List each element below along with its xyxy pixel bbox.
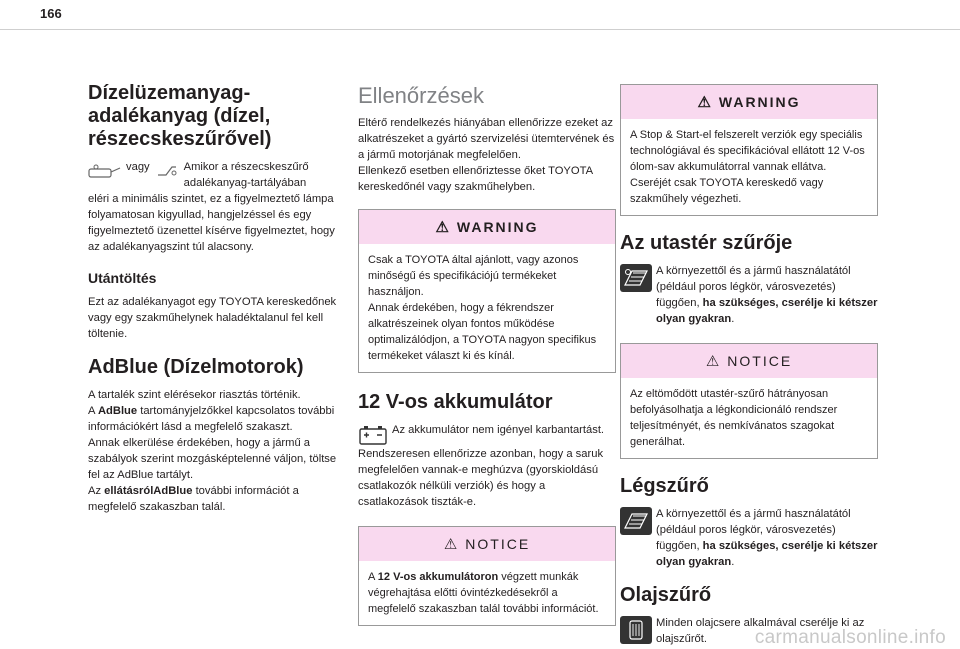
adblue-title: AdBlue (Dízelmotorok) <box>88 356 304 378</box>
cabin-filter-text: A környezettől és a jármű használatától (például poros légkör, városvezetés) függően, ha szükséges, cserélje ki kétszer olyan gyakran. <box>656 265 878 325</box>
header-divider <box>0 29 960 30</box>
battery-title: 12 V-os akkumulátor <box>358 391 553 413</box>
fuel-warning-text-1: Amikor a részecskeszűrő adalékanyag-tartályában <box>183 161 309 189</box>
oil-filter-text: Minden olajcsere alkalmával cserélje ki az olajszűrőt. <box>656 617 865 645</box>
notice-header <box>359 527 615 561</box>
notice-box-2 <box>620 343 878 459</box>
oil-filter-icon <box>620 616 652 644</box>
warning-text-1: Csak a TOYOTA által ajánlott, vagy azonos minőségű és specifikációjú termékeket használjon. <box>368 254 579 298</box>
column-3 <box>620 84 878 647</box>
warning-triangle-icon: ⚠ <box>435 219 449 236</box>
adblue-p3: Annak elkerülése érdekében, hogy a jármű a szabályok szerint mozgásképtelenné váljon, töltse fel az AdBlue tartályt. <box>88 437 337 481</box>
adblue-p1: A tartalék szint elérésekor riasztás történik. <box>88 389 301 401</box>
cabin-filter-row <box>620 263 878 327</box>
fuel-warning-row <box>88 159 346 191</box>
notice-text: A 12 V-os akkumulátoron végzett munkák végrehajtása előtti óvintézkedésekről a megfelelő szakaszban talál további információt. <box>368 571 599 615</box>
warning-2-text-2: Cseréjét csak TOYOTA kereskedő vagy szakműhely végezheti. <box>630 177 824 205</box>
warning-header-2 <box>621 85 877 119</box>
warning-box-2 <box>620 84 878 216</box>
warning-text-2: Annak érdekében, hogy a fékrendszer alkatrészeinek olyan fontos működése optimalizálódjon, a TOYOTA nagyon specifikus termékeket választ ki és kínál. <box>368 302 597 362</box>
fuel-warning-text-2: eléri a minimális szintet, ez a figyelmeztető lámpa folyamatosan kigyullad, hangjelzéssel és egy figyelmeztető üzenettel kísérve figyelmeztet, hogy az adalékanyagszint túl alacsony. <box>88 193 335 253</box>
warning-triangle-icon: ⚠ <box>697 94 711 111</box>
air-filter-title: Légszűrő <box>620 475 709 497</box>
notice-header-2 <box>621 344 877 378</box>
checks-title: Ellenőrzések <box>358 83 484 108</box>
checks-intro-1: Eltérő rendelkezés hiányában ellenőrizze ezeket az alkatrészeket a gyártó szervizelési ütemtervének és a jármű motorjának megfelelően. <box>358 117 615 161</box>
air-filter-row <box>620 506 878 570</box>
cabin-filter-title: Az utastér szűrője <box>620 232 793 254</box>
battery-text-2: Rendszeresen ellenőrizze azonban, hogy a saruk megfelelően vannak-e meghúzva (gyorskioldású csatlakozók nélküli verziók) és hogy a csatlakozások tiszták-e. <box>358 448 604 508</box>
warning-header <box>359 210 615 244</box>
column-2 <box>358 72 616 630</box>
notice-2-text: Az eltömődött utastér-szűrő hátrányosan befolyásolhatja a légkondicionáló rendszer teljesítményét, és nemkívánatos szagokat generálhat. <box>630 388 838 448</box>
column-1 <box>88 72 346 515</box>
page-number: 166 <box>40 6 62 21</box>
refill-heading: Utántöltés <box>88 270 157 286</box>
warning-label-2: WARNING <box>718 94 801 110</box>
fuel-additive-warning-icon <box>88 163 122 179</box>
notice-label: NOTICE <box>465 536 531 552</box>
diesel-additive-title: Dízelüzemanyag-adalékanyag (dízel, részecskeszűrővel) <box>88 82 272 150</box>
notice-box <box>358 526 616 626</box>
notice-triangle-icon: ⚠ <box>443 536 458 553</box>
warning-box <box>358 209 616 373</box>
battery-icon <box>358 424 388 446</box>
oil-filter-title: Olajszűrő <box>620 584 712 606</box>
battery-row <box>358 422 616 446</box>
adblue-p2: A AdBlue tartományjelzőkkel kapcsolatos további információkért lásd a megfelelő szakaszt. <box>88 405 335 433</box>
warning-label: WARNING <box>456 219 539 235</box>
checks-intro-2: Ellenkező esetben ellenőriztesse őket TOYOTA kereskedőnél vagy szakműhelyben. <box>358 165 593 193</box>
watermark: carmanualsonline.info <box>754 627 946 648</box>
fuel-or-text: vagy <box>126 161 150 173</box>
cabin-filter-icon <box>620 264 652 292</box>
notice-triangle-icon: ⚠ <box>705 353 720 370</box>
battery-text-1: Az akkumulátor nem igényel karbantartást. <box>392 424 605 436</box>
refill-text: Ezt az adalékanyagot egy TOYOTA kereskedőnek vagy egy szakműhelynek haladéktalanul fel kell töltenie. <box>88 296 337 340</box>
notice-label-2: NOTICE <box>727 353 793 369</box>
air-filter-text: A környezettől és a jármű használatától (például poros légkör, városvezetés) függően, ha szükséges, cserélje ki kétszer olyan gyakran. <box>656 508 878 568</box>
adblue-p4: Az ellátásrólAdBlue további információt a megfelelő szakaszban talál. <box>88 485 299 513</box>
warning-2-text-1: A Stop & Start-el felszerelt verziók egy speciális technológiával és specifikációval ellátott 12 V-os ólom-sav akkumulátorral vannak ellátva. <box>630 129 865 173</box>
air-filter-icon <box>620 507 652 535</box>
particle-filter-warning-icon <box>156 163 178 179</box>
